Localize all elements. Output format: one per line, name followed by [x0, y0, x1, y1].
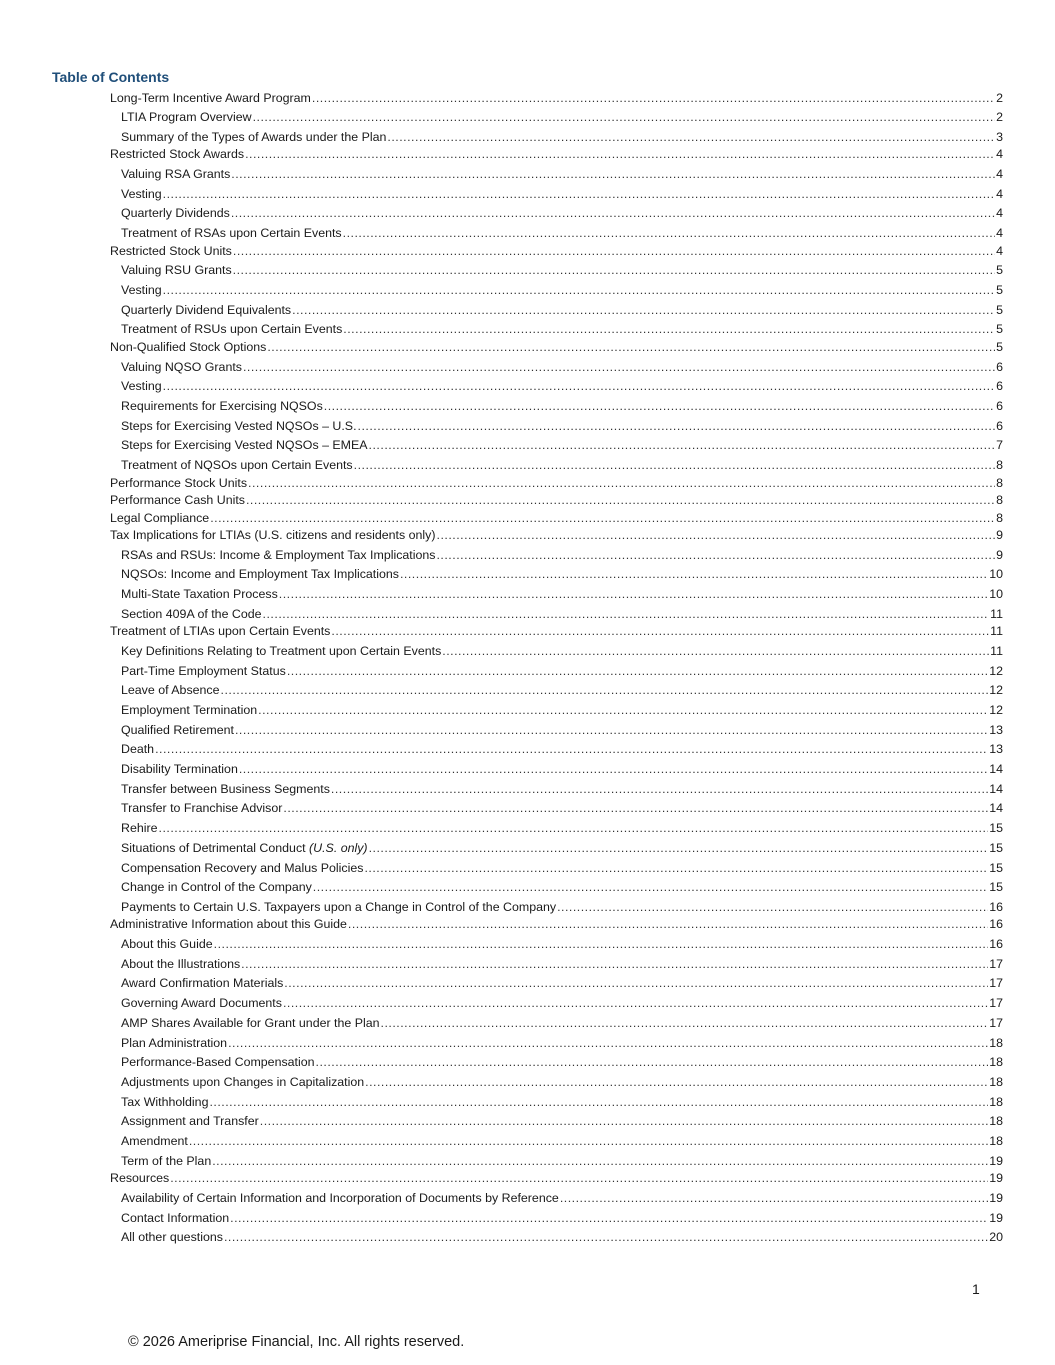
toc-page-number: 4	[996, 186, 1003, 201]
toc-page-number: 10	[989, 567, 1003, 582]
toc-page-number: 4	[996, 226, 1003, 241]
toc-entry-label: NQSOs: Income and Employment Tax Implications	[121, 567, 399, 582]
toc-page-number: 19	[989, 1171, 1003, 1186]
toc-dot-leader	[231, 167, 995, 181]
toc-entry-label: Amendment	[121, 1133, 188, 1148]
toc-entry-label: Employment Termination	[121, 703, 258, 717]
toc-page-number: 11	[990, 624, 1003, 639]
toc-entry-label: Treatment of NQSOs upon Certain Events	[121, 458, 353, 472]
toc-dot-leader	[324, 399, 995, 413]
toc-page-number: 19	[989, 1190, 1003, 1205]
toc-subsection-link[interactable]	[110, 658, 1003, 678]
toc-dot-leader	[230, 1211, 988, 1225]
toc-page-number: 13	[989, 742, 1003, 757]
toc-page-number: 14	[989, 801, 1003, 816]
toc-entry-label: Non-Qualified Stock Options	[110, 339, 267, 354]
toc-entry-label: Steps for Exercising Vested NQSOs – U.S.	[121, 418, 357, 433]
toc-subsection-link[interactable]	[110, 815, 1003, 835]
toc-entry-label: Qualified Retirement	[121, 722, 234, 737]
toc-entry-label: Treatment of LTIAs upon Certain Events	[110, 624, 331, 639]
toc-entry-label: Rehire	[121, 821, 158, 836]
toc-entry-label: Requirements for Exercising NQSOs	[121, 398, 323, 413]
toc-dot-leader	[436, 548, 995, 562]
toc-subsection-link[interactable]	[110, 717, 1003, 737]
toc-subsection-link[interactable]	[110, 1050, 1003, 1070]
toc-dot-leader	[557, 900, 988, 914]
toc-entry-label: Tax Implications for LTIAs (U.S. citizens and residents only)	[110, 528, 436, 542]
toc-dot-leader	[163, 283, 995, 297]
toc-entry-label: Steps for Exercising Vested NQSOs – EMEA	[121, 438, 368, 453]
toc-subsection-link[interactable]	[110, 1069, 1003, 1089]
toc-dot-leader	[369, 841, 989, 855]
toc-dot-leader	[442, 644, 989, 658]
toc-page-number: 9	[996, 547, 1003, 562]
toc-dot-leader	[381, 1016, 989, 1030]
toc-dot-leader	[228, 1036, 988, 1050]
toc-page-number: 11	[990, 606, 1003, 621]
toc-dot-leader	[369, 438, 996, 452]
toc-dot-leader	[163, 187, 995, 201]
toc-page-number: 14	[989, 781, 1003, 796]
toc-subsection-link[interactable]	[110, 581, 1003, 601]
toc-subsection-link[interactable]	[110, 1010, 1003, 1030]
toc-subsection-link[interactable]	[110, 678, 1003, 698]
toc-entry-label: AMP Shares Available for Grant under the Plan	[121, 1015, 380, 1030]
toc-dot-leader	[343, 226, 995, 240]
toc-entry-label: Compensation Recovery and Malus Policies	[121, 860, 364, 875]
toc-subsection-link[interactable]	[110, 835, 1003, 855]
toc-entry-label: Valuing RSA Grants	[121, 167, 231, 182]
toc-subsection-link[interactable]	[110, 1030, 1003, 1050]
toc-page-number: 7	[996, 438, 1003, 453]
toc-section-link[interactable]	[110, 490, 1003, 508]
toc-entry-label: Key Definitions Relating to Treatment upon Certain Events	[121, 643, 442, 658]
toc-page-number: 16	[989, 937, 1003, 952]
toc-page-number: 5	[996, 263, 1003, 278]
toc-dot-leader	[279, 587, 988, 601]
toc-entry-label: Section 409A of the Code	[121, 606, 262, 621]
toc-subsection-link[interactable]	[110, 756, 1003, 776]
toc-dot-leader	[209, 1095, 988, 1109]
toc-dot-leader	[163, 379, 995, 393]
toc-entry-label: Death	[121, 742, 155, 757]
toc-section-link[interactable]	[110, 914, 1003, 932]
toc-subsection-link[interactable]	[110, 393, 1003, 413]
toc-entry-label: RSAs and RSUs: Income & Employment Tax Implications	[121, 547, 436, 562]
toc-page-number: 8	[996, 458, 1003, 472]
toc-entry-label: Plan Administration	[121, 1035, 228, 1050]
toc-subsection-link[interactable]	[110, 697, 1003, 717]
toc-dot-leader	[155, 742, 988, 756]
toc-entry-label: Contact Information	[121, 1210, 230, 1225]
toc-subsection-link[interactable]	[110, 796, 1003, 816]
toc-entry-label: Long-Term Incentive Award Program	[110, 90, 311, 105]
toc-title: Table of Contents	[52, 69, 170, 85]
toc-dot-leader	[214, 937, 989, 951]
toc-dot-leader	[212, 1154, 988, 1168]
toc-page-number: 17	[989, 1015, 1003, 1030]
toc-entry-label: Treatment of RSAs upon Certain Events	[121, 226, 342, 241]
toc-dot-leader	[437, 528, 996, 542]
toc-subsection-link[interactable]	[110, 875, 1003, 895]
toc-page-number: 15	[989, 840, 1003, 855]
toc-subsection-link[interactable]	[110, 1225, 1003, 1245]
toc-page-number: 12	[989, 663, 1003, 678]
toc-entry-label: Vesting	[121, 283, 162, 297]
toc-page-number: 5	[996, 302, 1003, 317]
toc-page-number: 5	[996, 339, 1003, 354]
toc-entry-label: Quarterly Dividend Equivalents	[121, 302, 292, 317]
toc-page-number: 16	[989, 899, 1003, 914]
toc-subsection-link[interactable]	[110, 562, 1003, 582]
toc-entry-label: Situations of Detrimental Conduct (U.S. only)	[121, 840, 368, 855]
toc-subsection-link[interactable]	[110, 413, 1003, 433]
toc-dot-leader	[233, 263, 995, 277]
toc-section-link[interactable]	[110, 336, 1003, 354]
toc-entry-label: Vesting	[121, 379, 162, 394]
toc-subsection-link[interactable]	[110, 433, 1003, 453]
toc-dot-leader	[239, 762, 988, 776]
toc-subsection-link[interactable]	[110, 737, 1003, 757]
toc-section-link[interactable]	[110, 525, 1003, 543]
toc-entry-label: Legal Compliance	[110, 510, 210, 525]
toc-subsection-link[interactable]	[110, 124, 1003, 144]
toc-entry-label: LTIA Program Overview	[121, 110, 252, 125]
toc-subsection-link[interactable]	[110, 374, 1003, 394]
toc-dot-leader	[354, 458, 995, 472]
toc-entry-label: Multi-State Taxation Process	[121, 587, 278, 602]
toc-entry-label: Payments to Certain U.S. Taxpayers upon a Change in Control of the Company	[121, 899, 557, 914]
toc-subsection-link[interactable]	[110, 542, 1003, 562]
toc-entry-label: Valuing RSU Grants	[121, 263, 232, 278]
toc-page-number: 17	[989, 976, 1003, 991]
toc-entry-label: Change in Control of the Company	[121, 880, 312, 895]
toc-dot-leader	[263, 607, 990, 621]
toc-subsection-link[interactable]	[110, 452, 1003, 472]
toc-page-number: 4	[996, 167, 1003, 182]
toc-page-number: 20	[989, 1230, 1003, 1245]
toc-dot-leader	[284, 976, 988, 990]
toc-page-number: 2	[996, 110, 1003, 125]
toc-entry-label: Quarterly Dividends	[121, 206, 230, 221]
toc-subsection-link[interactable]	[110, 776, 1003, 796]
toc-page-number: 19	[989, 1153, 1003, 1168]
toc-page-number: 4	[996, 147, 1003, 162]
toc-page-number: 9	[996, 528, 1003, 542]
toc-subsection-link[interactable]	[110, 1128, 1003, 1148]
toc-dot-leader	[241, 957, 988, 971]
page-number: 1	[972, 1281, 980, 1297]
toc-dot-leader	[364, 861, 988, 875]
toc-entry-label: Leave of Absence	[121, 683, 220, 698]
toc-entry-label: Transfer between Business Segments	[121, 781, 330, 796]
toc-page-number: 6	[996, 418, 1003, 433]
toc-page-number: 10	[989, 587, 1003, 602]
toc-page-number: 18	[989, 1035, 1003, 1050]
toc-page-number: 14	[989, 762, 1003, 777]
toc-entry-label: Availability of Certain Information and Incorporation of Documents by Reference	[121, 1190, 559, 1205]
copyright-footer: © 2026 Ameriprise Financial, Inc. All rights reserved.	[128, 1334, 465, 1350]
toc-entry-label: All other questions	[121, 1230, 223, 1245]
toc-page-number: 4	[996, 243, 1003, 258]
toc-entry-label: Term of the Plan	[121, 1153, 212, 1168]
toc-page-number: 17	[989, 996, 1003, 1011]
toc-dot-leader	[358, 419, 996, 433]
toc-page-number: 4	[996, 206, 1003, 221]
toc-dot-leader	[287, 664, 988, 678]
toc-section-link[interactable]	[110, 507, 1003, 525]
toc-dot-leader	[235, 723, 988, 737]
toc-dot-leader	[210, 511, 995, 525]
toc-dot-leader	[231, 206, 995, 220]
toc-entry-label: Performance Stock Units	[110, 475, 248, 490]
toc-dot-leader	[348, 917, 988, 931]
toc-dot-leader	[283, 996, 988, 1010]
toc-dot-leader	[221, 683, 989, 697]
toc-dot-leader	[260, 1114, 988, 1128]
toc-subsection-link[interactable]	[110, 1109, 1003, 1129]
toc-page-number: 5	[996, 283, 1003, 297]
toc-subsection-link[interactable]	[110, 105, 1003, 125]
toc-page-number: 18	[989, 1094, 1003, 1109]
toc-dot-leader	[170, 1171, 988, 1185]
toc-entry-note: (U.S. only)	[309, 840, 368, 855]
toc-page-number: 18	[989, 1114, 1003, 1129]
toc-section-link[interactable]	[110, 240, 1003, 258]
toc-subsection-link[interactable]	[110, 297, 1003, 317]
toc-dot-leader	[400, 567, 988, 581]
toc-dot-leader	[292, 303, 995, 317]
toc-dot-leader	[312, 91, 995, 105]
toc-entry-label: Vesting	[121, 186, 162, 201]
toc-subsection-link[interactable]	[110, 638, 1003, 658]
toc-page-number: 15	[989, 860, 1003, 875]
toc-dot-leader	[253, 110, 995, 124]
toc-entry-label: Summary of the Types of Awards under the Plan	[121, 129, 387, 144]
toc-subsection-link[interactable]	[110, 220, 1003, 240]
toc-page-number: 15	[989, 821, 1003, 836]
toc-subsection-link[interactable]	[110, 181, 1003, 201]
toc-subsection-link[interactable]	[110, 1205, 1003, 1225]
toc-subsection-link[interactable]	[110, 855, 1003, 875]
toc-entry-label: About the Illustrations	[121, 956, 241, 971]
toc-dot-leader	[233, 244, 995, 258]
toc-page-number: 6	[996, 359, 1003, 374]
toc-subsection-link[interactable]	[110, 931, 1003, 951]
toc-subsection-link[interactable]	[110, 971, 1003, 991]
toc-entry-label: Performance Cash Units	[110, 493, 245, 507]
toc-section-link[interactable]	[110, 87, 1003, 105]
toc-page-number: 18	[989, 1074, 1003, 1089]
toc-page-number: 18	[989, 1055, 1003, 1070]
toc-subsection-link[interactable]	[110, 354, 1003, 374]
toc-section-link[interactable]	[110, 621, 1003, 639]
toc-page-number: 5	[996, 322, 1003, 337]
toc-subsection-link[interactable]	[110, 161, 1003, 181]
toc-dot-leader	[159, 821, 989, 835]
toc-entry-label: Award Confirmation Materials	[121, 976, 284, 991]
toc-dot-leader	[343, 322, 995, 336]
toc-section-link[interactable]	[110, 144, 1003, 162]
toc-entry-label: Resources	[110, 1171, 170, 1186]
toc-page-number: 3	[996, 129, 1003, 144]
toc-section-link[interactable]	[110, 472, 1003, 490]
toc-entry-label: Restricted Stock Awards	[110, 147, 245, 162]
toc-page-number: 6	[996, 398, 1003, 413]
toc-subsection-link[interactable]	[110, 258, 1003, 278]
toc-list	[110, 87, 1003, 1244]
toc-page-number: 17	[989, 956, 1003, 971]
toc-entry-label: About this Guide	[121, 937, 213, 952]
toc-dot-leader	[248, 476, 995, 490]
toc-dot-leader	[246, 493, 995, 507]
toc-dot-leader	[331, 782, 988, 796]
toc-dot-leader	[316, 1055, 989, 1069]
toc-subsection-link[interactable]	[110, 1089, 1003, 1109]
toc-entry-label: Tax Withholding	[121, 1094, 209, 1109]
toc-dot-leader	[387, 130, 995, 144]
toc-entry-label: Governing Award Documents	[121, 996, 282, 1011]
toc-dot-leader	[560, 1191, 988, 1205]
toc-subsection-link[interactable]	[110, 894, 1003, 914]
toc-subsection-link[interactable]	[110, 1148, 1003, 1168]
toc-dot-leader	[258, 703, 988, 717]
toc-dot-leader	[283, 801, 988, 815]
toc-entry-label: Performance-Based Compensation	[121, 1055, 315, 1070]
toc-subsection-link[interactable]	[110, 601, 1003, 621]
toc-subsection-link[interactable]	[110, 951, 1003, 971]
toc-dot-leader	[224, 1230, 988, 1244]
toc-entry-label: Treatment of RSUs upon Certain Events	[121, 322, 343, 337]
toc-dot-leader	[245, 147, 995, 161]
toc-dot-leader	[365, 1075, 988, 1089]
toc-entry-label: Part-Time Employment Status	[121, 663, 286, 678]
toc-subsection-link[interactable]	[110, 990, 1003, 1010]
toc-page-number: 15	[989, 880, 1003, 895]
toc-dot-leader	[243, 360, 995, 374]
toc-subsection-link[interactable]	[110, 277, 1003, 297]
toc-page-number: 19	[989, 1210, 1003, 1225]
toc-page-number: 12	[989, 683, 1003, 698]
toc-page-number: 18	[989, 1133, 1003, 1148]
toc-entry-label: Transfer to Franchise Advisor	[121, 801, 283, 816]
toc-page-number: 16	[989, 917, 1003, 932]
toc-page-number: 8	[996, 493, 1003, 507]
toc-page-number: 11	[990, 643, 1003, 658]
toc-page-number: 6	[996, 379, 1003, 394]
toc-page-number: 8	[996, 510, 1003, 525]
toc-entry-label: Valuing NQSO Grants	[121, 359, 242, 374]
toc-page-number: 8	[996, 475, 1003, 490]
toc-dot-leader	[331, 624, 989, 638]
toc-entry-label: Assignment and Transfer	[121, 1114, 259, 1129]
toc-entry-label: Restricted Stock Units	[110, 243, 232, 258]
toc-entry-label: Adjustments upon Changes in Capitalization	[121, 1074, 365, 1089]
toc-dot-leader	[267, 340, 995, 354]
toc-subsection-link[interactable]	[110, 201, 1003, 221]
toc-dot-leader	[189, 1134, 988, 1148]
toc-entry-label: Disability Termination	[121, 762, 238, 777]
toc-page-number: 2	[996, 90, 1003, 105]
toc-subsection-link[interactable]	[110, 1185, 1003, 1205]
toc-dot-leader	[313, 880, 988, 894]
toc-entry-label: Administrative Information about this Guide	[110, 917, 347, 932]
toc-section-link[interactable]	[110, 1168, 1003, 1186]
toc-page-number: 12	[989, 703, 1003, 717]
toc-page-number: 13	[989, 722, 1003, 737]
toc-subsection-link[interactable]	[110, 317, 1003, 337]
